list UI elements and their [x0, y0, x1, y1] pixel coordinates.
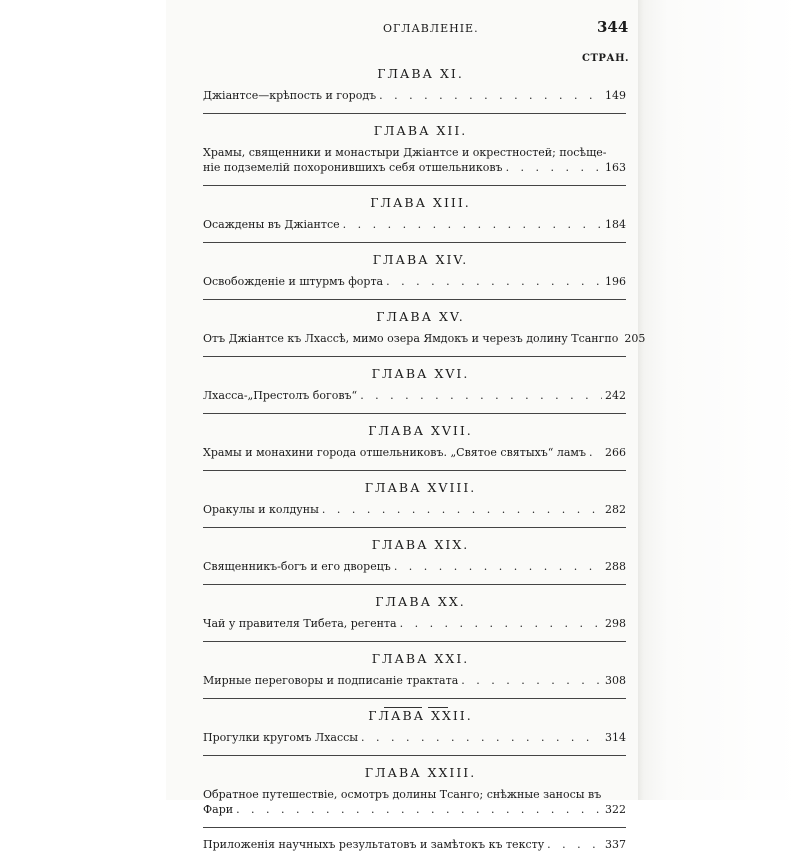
chapter-heading: ГЛАВА XXIII. — [364, 765, 477, 780]
toc-entry — [203, 802, 626, 817]
section-divider — [203, 413, 626, 414]
dot-leader — [343, 217, 602, 232]
section-divider — [203, 299, 626, 300]
entry-page: 184 — [605, 218, 626, 231]
chapter-heading: ГЛАВА XXII. — [368, 708, 473, 723]
entry-title: Мирные переговоры и подписаніе трактата — [203, 674, 459, 687]
chapter-heading: ГЛАВА XIV. — [372, 252, 469, 267]
entry-title: Лхасса-„Престолъ боговъ“ — [203, 389, 358, 402]
chapter-heading: ГЛАВА XIII. — [370, 195, 471, 210]
entry-title-line: Обратное путешествіе, осмотръ долины Тсанго; снѣжные заносы въ — [203, 788, 602, 801]
dot-leader — [461, 673, 602, 688]
toc-section — [203, 423, 626, 471]
end-ornament — [384, 707, 448, 709]
dot-leader — [386, 274, 602, 289]
entry-page: 314 — [605, 731, 626, 744]
toc-section — [203, 480, 626, 528]
page-column-label: СТРАН. — [582, 53, 629, 64]
toc-entry — [203, 673, 626, 688]
chapter-heading: ГЛАВА XVI. — [371, 366, 470, 381]
chapter-heading: ГЛАВА XIX. — [371, 537, 470, 552]
dot-leader — [236, 802, 602, 817]
entry-title: Оракулы и колдуны — [203, 503, 319, 516]
entry-title: Прогулки кругомъ Лхассы — [203, 731, 359, 744]
entry-title: Освобожденіе и штурмъ форта — [203, 275, 384, 288]
dot-leader — [547, 837, 602, 852]
appendix-title: Приложенія научныхъ результатовъ и замѣтокъ къ тексту — [203, 838, 545, 851]
dot-leader — [589, 445, 602, 460]
entry-title: Фари — [203, 803, 234, 816]
entry-page: 149 — [605, 89, 626, 102]
section-divider — [203, 584, 626, 585]
section-divider — [203, 527, 626, 528]
entry-title: ніе подземелій похоронившихъ себя отшельниковъ — [203, 161, 503, 174]
chapter-heading: ГЛАВА XVIII. — [364, 480, 477, 495]
toc-entry — [203, 616, 626, 631]
toc-entry — [203, 217, 626, 232]
toc-section — [203, 651, 626, 699]
chapter-heading: ГЛАВА XVII. — [368, 423, 473, 438]
chapter-heading: ГЛАВА XI. — [377, 66, 464, 81]
table-of-contents — [203, 66, 646, 852]
section-divider — [203, 356, 626, 357]
running-header-title: ОГЛАВЛЕНІЕ. — [383, 22, 479, 35]
section-divider — [203, 470, 626, 471]
toc-entry — [203, 559, 626, 574]
page-edge — [638, 0, 800, 800]
dot-leader — [360, 388, 602, 403]
toc-section — [203, 252, 626, 300]
entry-page: 205 — [624, 332, 646, 345]
toc-entry — [203, 388, 626, 403]
toc-section — [203, 195, 626, 243]
entry-page: 282 — [605, 503, 626, 516]
appendix-entry — [203, 837, 626, 852]
entry-page: 266 — [605, 446, 626, 459]
entry-title: Джіантсе—крѣпость и городъ — [203, 89, 377, 102]
dot-leader — [506, 160, 602, 175]
toc-entry — [203, 502, 626, 517]
entry-page: 298 — [605, 617, 626, 630]
appendix-page: 337 — [605, 838, 626, 851]
toc-entry — [203, 331, 646, 346]
chapter-heading: ГЛАВА XV. — [376, 309, 465, 324]
chapter-heading: ГЛАВА XII. — [373, 123, 468, 138]
entry-title-line: Храмы, священники и монастыри Джіантсе и окрестностей; посѣще- — [203, 146, 607, 159]
entry-title: Чай у правителя Тибета, регента — [203, 617, 397, 630]
entry-page: 308 — [605, 674, 626, 687]
toc-entry — [203, 88, 626, 103]
section-divider — [203, 698, 626, 699]
dot-leader — [361, 730, 602, 745]
dot-leader — [322, 502, 602, 517]
entry-title: Осаждены въ Джіантсе — [203, 218, 340, 231]
section-divider — [203, 113, 626, 114]
section-divider — [203, 755, 626, 756]
section-divider — [203, 185, 626, 186]
dot-leader — [379, 88, 602, 103]
entry-page: 288 — [605, 560, 626, 573]
entry-page: 242 — [605, 389, 626, 402]
chapter-heading: ГЛАВА XX. — [375, 594, 466, 609]
dot-leader — [400, 616, 602, 631]
section-divider — [203, 641, 626, 642]
toc-section — [203, 66, 626, 114]
toc-entry — [203, 445, 626, 460]
toc-section — [203, 309, 646, 357]
entry-title: Храмы и монахини города отшельниковъ. „Святое святыхъ“ ламъ — [203, 446, 586, 459]
toc-entry — [203, 160, 626, 175]
toc-section — [203, 765, 626, 828]
section-divider — [203, 827, 626, 828]
entry-page: 322 — [605, 803, 626, 816]
entry-page: 196 — [605, 275, 626, 288]
section-divider — [203, 242, 626, 243]
toc-entry — [203, 730, 626, 745]
toc-section — [203, 708, 626, 756]
toc-section — [203, 594, 626, 642]
page-number: 344 — [597, 18, 629, 36]
entry-title: Священникъ-богъ и его дворецъ — [203, 560, 391, 573]
toc-section — [203, 537, 626, 585]
toc-section — [203, 123, 626, 186]
entry-title: Отъ Джіантсе къ Лхассѣ, мимо озера Ямдокъ и черезъ долину Тсангпо — [203, 332, 619, 345]
toc-entry — [203, 274, 626, 289]
dot-leader — [394, 559, 602, 574]
chapter-heading: ГЛАВА XXI. — [371, 651, 470, 666]
toc-section — [203, 366, 626, 414]
entry-page: 163 — [605, 161, 626, 174]
